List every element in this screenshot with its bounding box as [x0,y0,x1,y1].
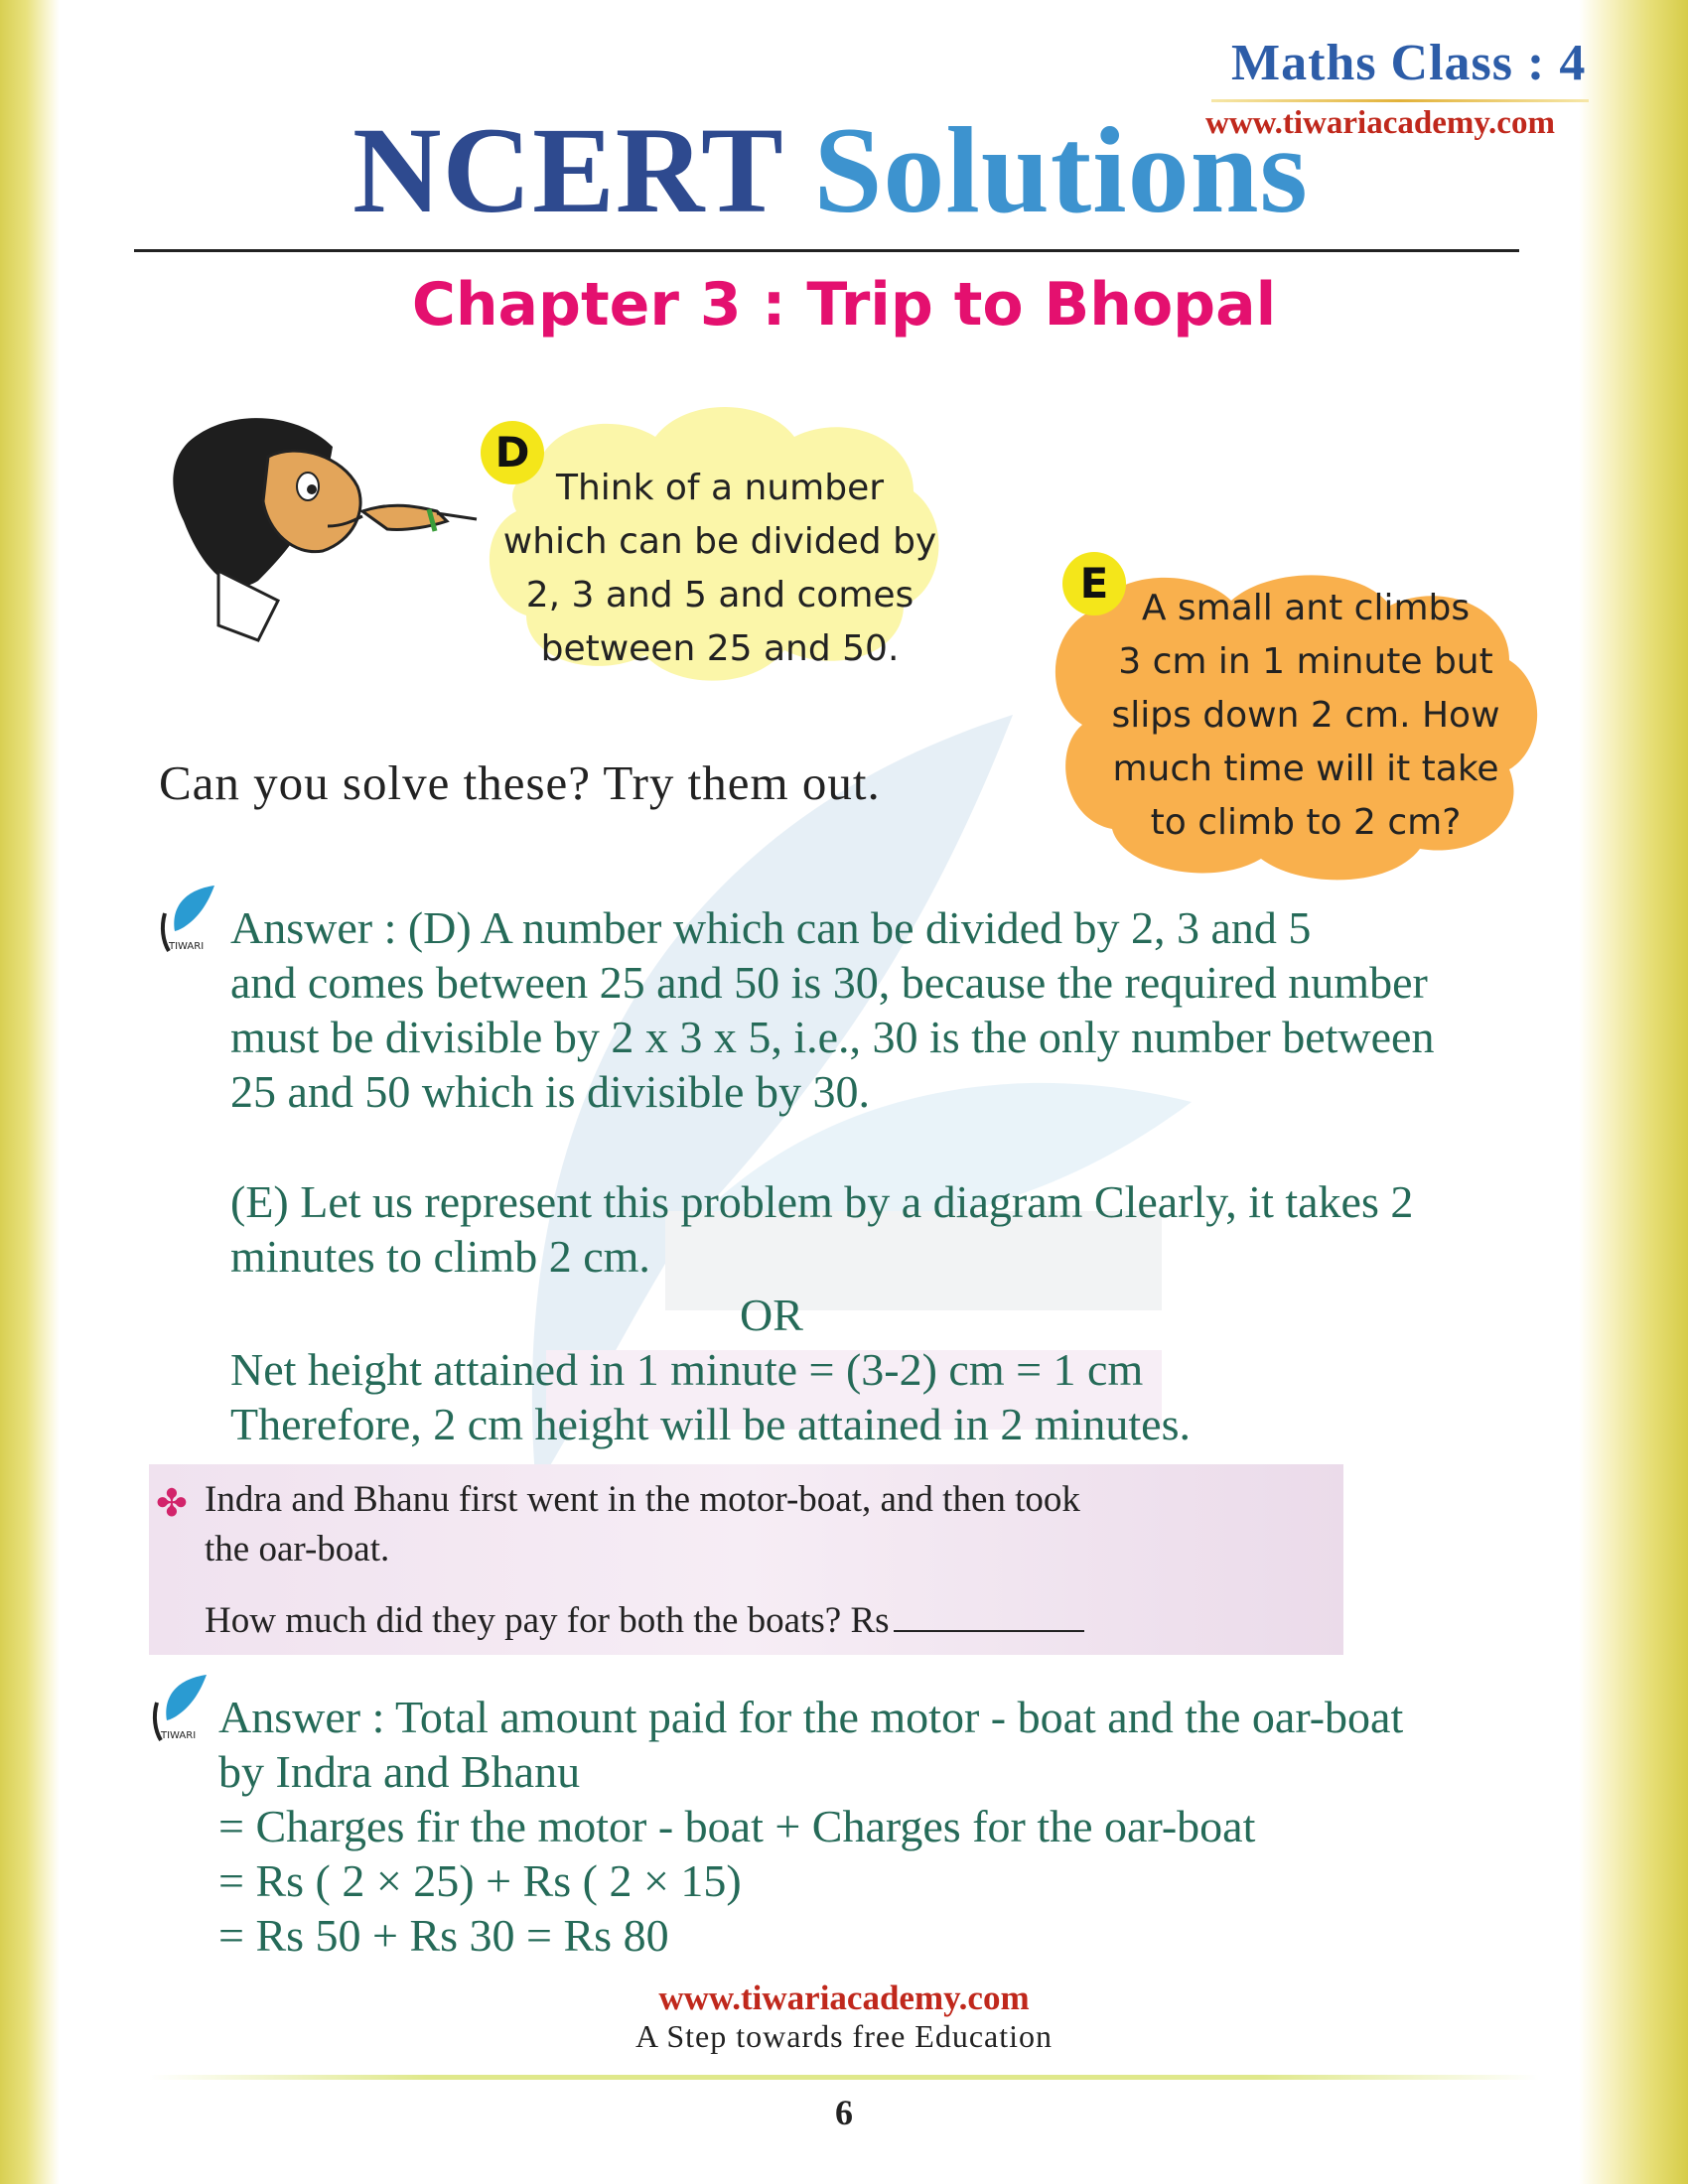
puzzle-e-line: slips down 2 cm. How [1111,695,1500,736]
puzzle-e-badge: E [1062,552,1126,615]
puzzle-d-line: 2, 3 and 5 and comes [525,575,914,615]
answer-e-alternative [230,1342,1191,1451]
answer-line: and comes between 25 and 50 is 30, because the required number [230,957,1428,1008]
answer-line: by Indra and Bhanu [218,1746,581,1797]
class-label: Maths Class : 4 [1231,35,1587,91]
answer-line: = Charges fir the motor - boat + Charges for the oar-boat [218,1801,1256,1851]
puzzle-e-text [1082,582,1529,850]
tiwari-leaf-icon [157,884,218,955]
answer-boats [218,1690,1403,1963]
puzzle-d-line: between 25 and 50. [540,628,900,669]
puzzle-d-text [487,462,953,676]
flower-bullet-icon: ✤ [156,1481,188,1525]
question-line [205,1596,1084,1645]
answer-line: 25 and 50 which is divisible by 30. [230,1066,870,1117]
title-divider [134,249,1519,252]
answer-d [230,900,1434,1119]
puzzle-d-line: Think of a number [555,468,885,508]
puzzle-d-badge: D [481,421,544,484]
footer-divider [149,2075,1539,2080]
page-number: 6 [835,2093,853,2132]
answer-line: Answer : (D) A number which can be divided by 2, 3 and 5 [230,902,1312,953]
page-title [352,102,1309,238]
answer-line: = Rs 50 + Rs 30 = Rs 80 [218,1910,669,1961]
answer-line: must be divisible by 2 x 3 x 5, i.e., 30 is the only number between [230,1012,1435,1062]
puzzle-d-line: which can be divided by [502,521,937,562]
footer-site-link[interactable]: www.tiwariacademy.com [658,1979,1030,2017]
title-solutions: Solutions [813,102,1309,238]
answer-e [230,1174,1413,1284]
girl-thinking-illustration [149,402,487,650]
answer-line: Net height attained in 1 minute = (3-2) cm = 1 cm [230,1344,1144,1395]
puzzle-e-line: much time will it take [1112,749,1499,789]
try-prompt: Can you solve these? Try them out. [159,755,881,810]
puzzle-e-line: to climb to 2 cm? [1150,802,1462,843]
or-divider: OR [740,1290,803,1340]
answer-line: (E) Let us represent this problem by a diagram Clearly, it takes 2 [230,1176,1414,1227]
answer-line: Therefore, 2 cm height will be attained in 2 minutes. [230,1399,1191,1449]
tiwari-logo-text: TIWARI [161,1730,197,1741]
puzzle-e-line: 3 cm in 1 minute but [1118,641,1493,682]
answer-line: = Rs ( 2 × 25) + Rs ( 2 × 15) [218,1855,742,1906]
answer-line: minutes to climb 2 cm. [230,1231,650,1282]
answer-blank [894,1596,1084,1632]
answer-line: Answer : Total amount paid for the motor - boat and the oar-boat [218,1692,1404,1742]
question-prompt: How much did they pay for both the boats? Rs [205,1600,890,1641]
tiwari-logo-text: TIWARI [169,941,205,952]
chapter-heading: Chapter 3 : Trip to Bhopal [411,270,1277,340]
title-ncert: NCERT [352,102,782,238]
tiwari-leaf-icon [149,1673,211,1744]
puzzle-e-line: A small ant climbs [1141,588,1471,628]
header-site-link[interactable]: www.tiwariacademy.com [1205,105,1555,141]
question-line: Indra and Bhanu first went in the motor-boat, and then took [205,1479,1080,1520]
question-line: the oar-boat. [205,1529,390,1570]
footer-tagline: A Step towards free Education [635,2018,1053,2054]
